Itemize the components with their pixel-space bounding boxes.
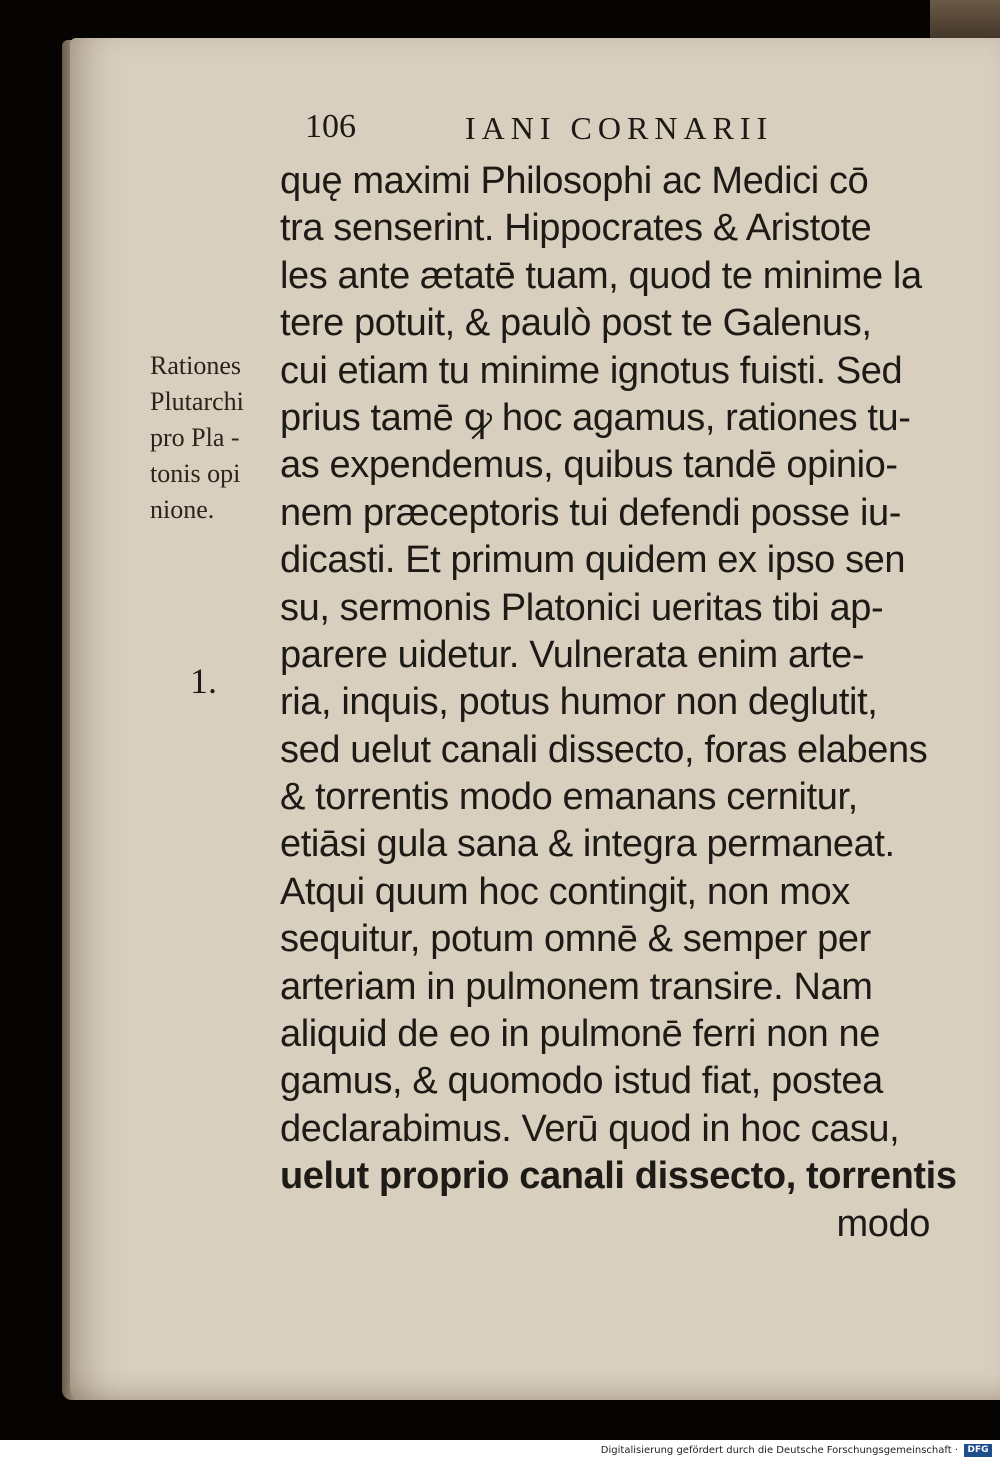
text-line: gamus, & quomodo istud fiat, postea <box>280 1060 883 1103</box>
margin-note-line: Plutarchi <box>150 387 244 416</box>
text-line: dicasti. Et primum quidem ex ipso sen <box>280 539 906 582</box>
catchword: modo <box>836 1202 930 1245</box>
margin-numeral: 1. <box>190 661 217 701</box>
text-line: prius tamē ꝙ hoc agamus, rationes tu- <box>280 396 911 439</box>
margin-note-line: Rationes <box>150 351 241 380</box>
page-header <box>305 108 865 152</box>
text-line: ria, inquis, potus humor non deglutit, <box>280 681 878 724</box>
text-line: declarabimus. Verū quod in hoc casu, <box>280 1107 900 1150</box>
margin-note-line: nione. <box>150 495 215 524</box>
text-line: parere uidetur. Vulnerata enim arte- <box>280 633 865 676</box>
margin-note-line: tonis opi <box>150 459 241 488</box>
text-line: uelut proprio canali dissecto, torrentis <box>280 1155 957 1198</box>
text-line: Atqui quum hoc contingit, non mox <box>280 870 850 913</box>
margin-note <box>150 348 290 528</box>
text-line: & torrentis modo emanans cernitur, <box>280 776 858 819</box>
text-line: sequitur, potum omnē & semper per <box>280 918 871 961</box>
margin-note-line: pro Pla - <box>150 423 240 452</box>
text-line: su, sermonis Platonici ueritas tibi ap- <box>280 586 884 629</box>
running-title: IANI CORNARII <box>465 110 774 146</box>
text-line: les ante ætatē tuam, quod te minime la <box>280 254 922 297</box>
text-line: as expendemus, quibus tandē opinio- <box>280 444 898 487</box>
text-line: tra senserint. Hippocrates & Aristote <box>280 207 872 250</box>
text-line: aliquid de eo in pulmonē ferri non ne <box>280 1013 880 1056</box>
text-line: sed uelut canali dissecto, foras elabens <box>280 728 928 771</box>
footer-bar <box>0 1440 1000 1461</box>
page-number: 106 <box>305 108 356 145</box>
text-line: etiāsi gula sana & integra permaneat. <box>280 823 895 866</box>
funding-credit: Digitalisierung gefördert durch die Deutsche Forschungsgemeinschaft · <box>600 1445 958 1456</box>
text-line: cui etiam tu minime ignotus fuisti. Sed <box>280 349 903 392</box>
text-line: tere potuit, & paulò post te Galenus, <box>280 302 872 345</box>
text-line: nem præceptoris tui defendi posse iu- <box>280 491 901 534</box>
body-text <box>280 158 960 1248</box>
text-line: arteriam in pulmonem transire. Nam <box>280 965 873 1008</box>
text-line: quę maximi Philosophi ac Medici cō <box>280 160 869 202</box>
dfg-logo: DFG <box>964 1444 992 1457</box>
